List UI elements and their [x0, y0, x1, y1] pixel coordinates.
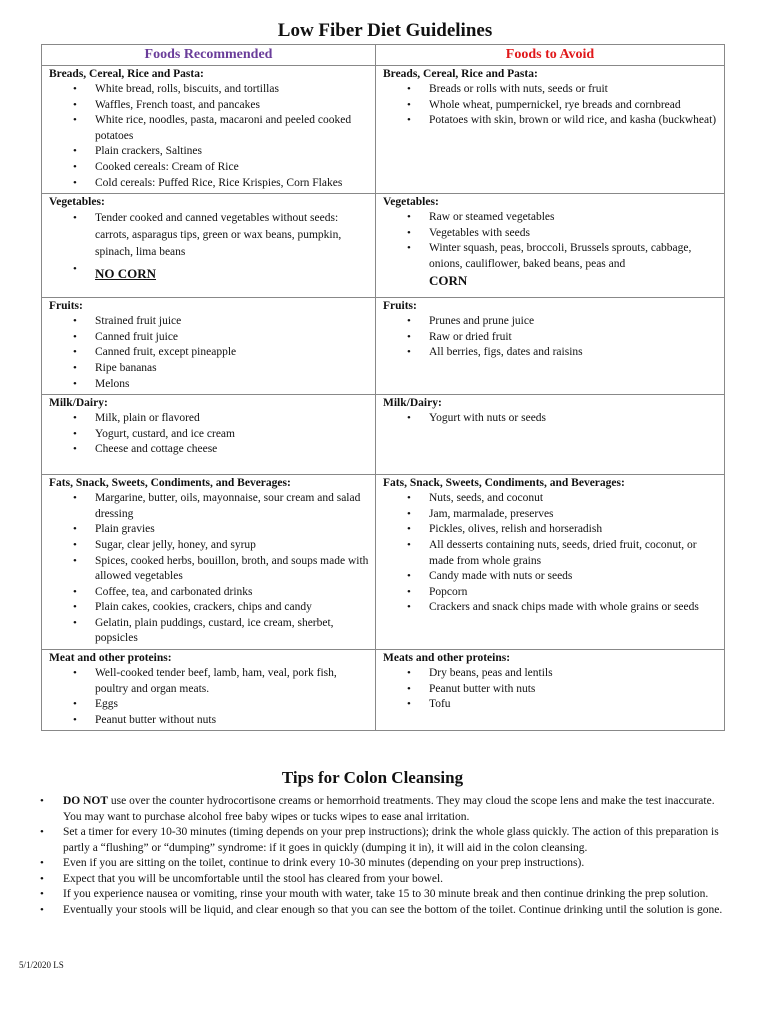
list-item: • Popcorn [383, 585, 718, 601]
table-row [42, 298, 725, 395]
list-item: • Pickles, olives, relish and horseradish [383, 522, 718, 538]
list-item: • Winter squash, peas, broccoli, Brussels sprouts, cabbage, onions, cauliflower, baked beans, peas and [383, 241, 718, 272]
tip-item: • If you experience nausea or vomiting, rinse your mouth with water, take 15 to 30 minute break and then continue drinking the prep solution. [40, 887, 730, 903]
no-corn-note: NO CORN [95, 266, 157, 282]
list-item: • Jam, marmalade, preserves [383, 507, 718, 523]
list-item: • Peanut butter with nuts [383, 682, 718, 698]
list-item: • Plain gravies [49, 522, 369, 538]
avoid-cell [376, 194, 725, 298]
food-list [49, 666, 369, 728]
list-item: • Sugar, clear jelly, honey, and syrup [49, 538, 369, 554]
section-title: Milk/Dairy: [383, 397, 442, 410]
section-title: Milk/Dairy: [49, 397, 108, 410]
recommended-cell [42, 66, 376, 194]
list-item: • Raw or steamed vegetables [383, 210, 718, 226]
section-title: Meat and other proteins: [49, 652, 172, 665]
food-list [383, 666, 718, 713]
food-guidelines-table [41, 44, 725, 731]
list-item: • Tofu [383, 697, 718, 713]
tip-item: • Even if you are sitting on the toilet, continue to drink every 10-30 minutes (depending on your prep instructions). [40, 856, 730, 872]
recommended-cell [42, 298, 376, 395]
tip-item [40, 794, 730, 825]
food-list [383, 210, 718, 272]
section-title: Vegetables: [49, 196, 105, 209]
table-row [42, 650, 725, 731]
list-item: • Coffee, tea, and carbonated drinks [49, 585, 369, 601]
section-title: Vegetables: [383, 196, 439, 209]
list-item: • Yogurt with nuts or seeds [383, 411, 718, 427]
list-item: • Margarine, butter, oils, mayonnaise, sour cream and salad dressing [49, 491, 369, 522]
food-list [383, 314, 718, 361]
recommended-cell [42, 650, 376, 731]
list-item: • Waffles, French toast, and pancakes [49, 98, 369, 114]
food-list [383, 491, 718, 616]
food-list [49, 491, 369, 647]
list-item: • Gelatin, plain puddings, custard, ice cream, sherbet, popsicles [49, 616, 369, 647]
tip-text: use over the counter hydrocortisone creams or hemorrhoid treatments. They may cloud the scope lens and make the test inaccurate. You may want to purchase alcohol free baby wipes or tucks wipes to ease anal irritation. [63, 795, 715, 823]
list-item: • Yogurt, custard, and ice cream [49, 427, 369, 443]
section-title: Fats, Snack, Sweets, Condiments, and Beverages: [49, 477, 291, 490]
list-item: • Tender cooked and canned vegetables without seeds: carrots, asparagus tips, green or wax beans, pumpkin, spinach, lima beans [49, 210, 369, 261]
list-item: • All desserts containing nuts, seeds, dried fruit, coconut, or made from whole grains [383, 538, 718, 569]
list-item: • Plain crackers, Saltines [49, 144, 369, 160]
footer-date: 5/1/2020 LS [19, 960, 64, 970]
section-title: Fruits: [383, 300, 417, 313]
section-title: Breads, Cereal, Rice and Pasta: [49, 68, 204, 80]
section-title: Fruits: [49, 300, 83, 313]
food-list [49, 210, 369, 284]
recommended-header: Foods Recommended [42, 45, 376, 66]
list-item: • Cheese and cottage cheese [49, 442, 369, 458]
list-item: • Nuts, seeds, and coconut [383, 491, 718, 507]
food-list [383, 82, 718, 129]
list-item: • Peanut butter without nuts [49, 713, 369, 729]
section-title: Meats and other proteins: [383, 652, 511, 665]
list-item: • All berries, figs, dates and raisins [383, 345, 718, 361]
list-item: • Ripe bananas [49, 361, 369, 377]
corn-note: CORN [429, 272, 468, 288]
list-item [49, 261, 369, 284]
list-item: • Candy made with nuts or seeds [383, 569, 718, 585]
list-item: • Dry beans, peas and lentils [383, 666, 718, 682]
food-list [383, 411, 718, 427]
list-item: • Spices, cooked herbs, bouillon, broth, and soups made with allowed vegetables [49, 554, 369, 585]
tip-item: • Set a timer for every 10-30 minutes (timing depends on your prep instructions); drink the whole glass quickly. The action of this preparation is partly a “flushing” or “dumping” syndrome: if it goes in quickly (dumping it in), it will aid in the colon cleansing. [40, 825, 730, 856]
list-item: • Prunes and prune juice [383, 314, 718, 330]
avoid-cell [376, 650, 725, 731]
table-row [42, 66, 725, 194]
list-item: • Breads or rolls with nuts, seeds or fruit [383, 82, 718, 98]
list-item: • Plain cakes, cookies, crackers, chips and candy [49, 600, 369, 616]
list-item: • White rice, noodles, pasta, macaroni and peeled cooked potatoes [49, 113, 369, 144]
avoid-header: Foods to Avoid [376, 45, 725, 66]
tips-list [40, 794, 730, 918]
avoid-cell [376, 66, 725, 194]
list-item: • White bread, rolls, biscuits, and tortillas [49, 82, 369, 98]
tips-title: Tips for Colon Cleansing [281, 768, 464, 787]
section-title: Fats, Snack, Sweets, Condiments, and Beverages: [383, 477, 625, 490]
table-row [42, 475, 725, 650]
page-title: Low Fiber Diet Guidelines [277, 20, 493, 41]
list-item: • Melons [49, 377, 369, 393]
list-item: • Whole wheat, pumpernickel, rye breads and cornbread [383, 98, 718, 114]
tip-item: • Eventually your stools will be liquid, and clear enough so that you can see the bottom of the toilet. Continue drinking until the solution is gone. [40, 903, 730, 919]
do-not-emphasis: DO NOT [63, 795, 109, 807]
list-item: • Cooked cereals: Cream of Rice [49, 160, 369, 176]
list-item: • Crackers and snack chips made with whole grains or seeds [383, 600, 718, 616]
tip-item: • Expect that you will be uncomfortable until the stool has cleared from your bowel. [40, 872, 730, 888]
recommended-cell [42, 395, 376, 475]
list-item: • Canned fruit, except pineapple [49, 345, 369, 361]
list-item: • Cold cereals: Puffed Rice, Rice Krispies, Corn Flakes [49, 176, 369, 192]
table-row [42, 194, 725, 298]
list-item: • Eggs [49, 697, 369, 713]
recommended-cell [42, 194, 376, 298]
list-item: • Potatoes with skin, brown or wild rice, and kasha (buckwheat) [383, 113, 718, 129]
avoid-cell [376, 395, 725, 475]
list-item: • Vegetables with seeds [383, 226, 718, 242]
list-item: • Milk, plain or flavored [49, 411, 369, 427]
list-item: • Well-cooked tender beef, lamb, ham, veal, pork fish, poultry and organ meats. [49, 666, 369, 697]
list-item: • Raw or dried fruit [383, 330, 718, 346]
avoid-cell [376, 475, 725, 650]
table-row [42, 395, 725, 475]
list-item: • Strained fruit juice [49, 314, 369, 330]
recommended-cell [42, 475, 376, 650]
list-item: • Canned fruit juice [49, 330, 369, 346]
avoid-cell [376, 298, 725, 395]
section-title: Breads, Cereal, Rice and Pasta: [383, 68, 538, 80]
food-list [49, 411, 369, 458]
food-list [49, 314, 369, 392]
food-list [49, 82, 369, 191]
